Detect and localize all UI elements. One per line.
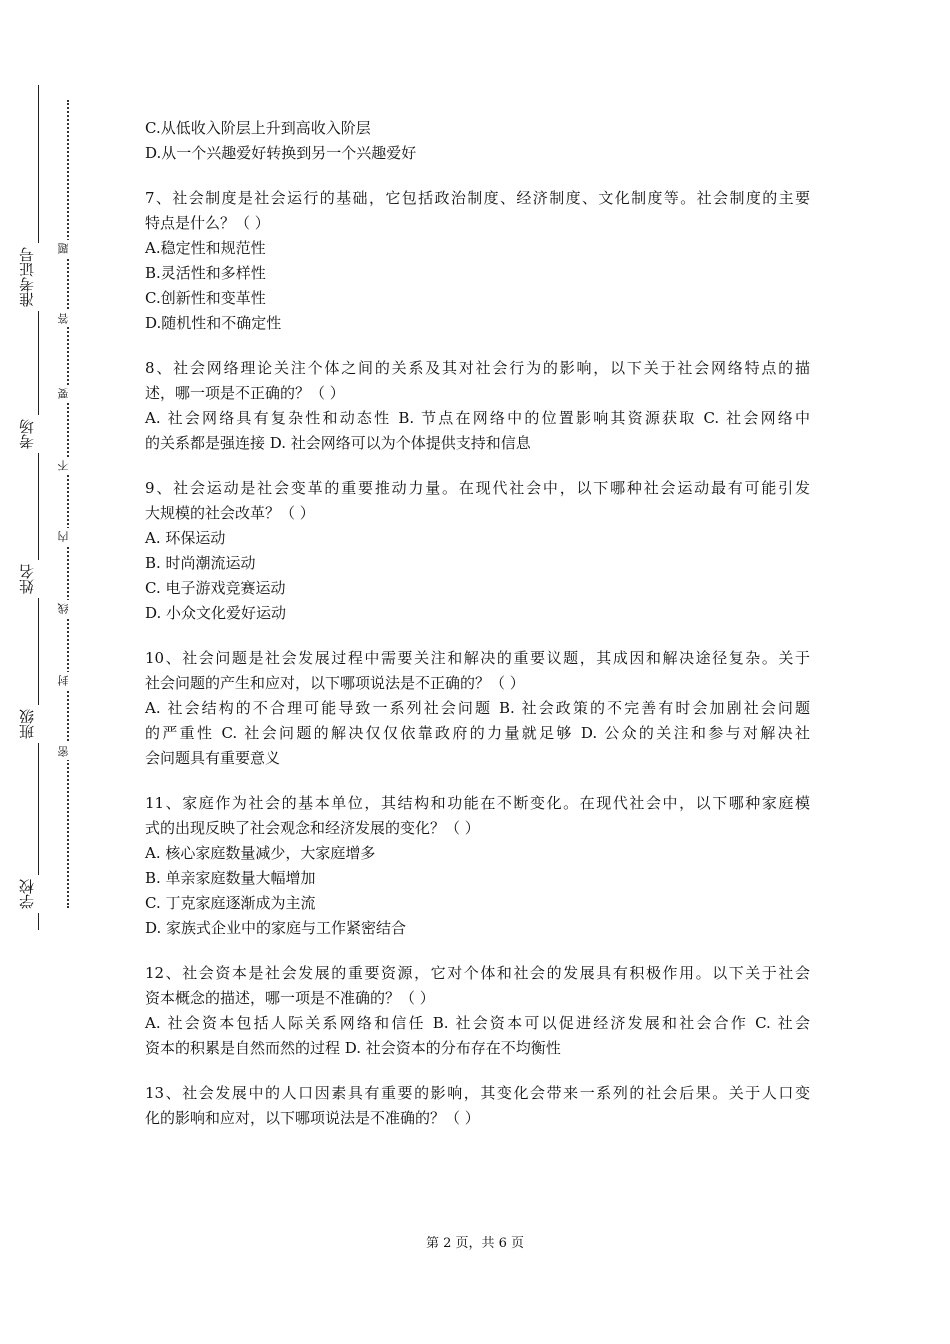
question-12 (145, 961, 810, 1061)
option: B. 单亲家庭数量大幅增加 (145, 869, 316, 887)
options-inline: A. 社会资本包括人际关系网络和信任 B. 社会资本可以促进经济发展和社会合作 C. 社会 (145, 1014, 810, 1032)
option: A.稳定性和规范性 (145, 239, 266, 257)
seal-char: 内 (58, 528, 78, 545)
seal-char: 线 (58, 600, 78, 617)
question-stem: 特点是什么？（ ） (145, 214, 270, 232)
options-inline: 会问题具有重要意义 (145, 749, 281, 767)
options-inline: A. 社会网络具有复杂性和动态性 B. 节点在网络中的位置影响其资源获取 C. 社会网络中 (145, 409, 810, 427)
seal-line-characters (58, 100, 78, 908)
question-7 (145, 186, 810, 336)
option: A. 环保运动 (145, 529, 226, 547)
seal-char: 答 (58, 310, 78, 327)
question-stem: 12、社会资本是社会发展的重要资源，它对个体和社会的发展具有积极作用。以下关于社会 (145, 964, 810, 982)
options-inline: 的严重性 C. 社会问题的解决仅仅依靠政府的力量就足够 D. 公众的关注和参与对解决社 (145, 724, 810, 742)
binding-field-labels (20, 85, 56, 930)
name-label: 姓名 (20, 560, 56, 598)
option: D. 小众文化爱好运动 (145, 604, 287, 622)
question-13 (145, 1081, 810, 1131)
question-stem: 13、社会发展中的人口因素具有重要的影响，其变化会带来一系列的社会后果。关于人口变 (145, 1084, 810, 1102)
exam-room-label: 考场 (20, 415, 56, 453)
option: C.创新性和变革性 (145, 289, 266, 307)
question-10 (145, 646, 810, 771)
option: D. 家族式企业中的家庭与工作紧密结合 (145, 919, 407, 937)
question-stem: 资本概念的描述，哪一项是不准确的？（ ） (145, 989, 435, 1007)
question-stem: 7、社会制度是社会运行的基础，它包括政治制度、经济制度、文化制度等。社会制度的主要 (145, 189, 810, 207)
option: D.从一个兴趣爱好转换到另一个兴趣爱好 (145, 144, 417, 162)
option: B. 时尚潮流运动 (145, 554, 256, 572)
page-number-footer: 第 2 页，共 6 页 (425, 1236, 525, 1251)
school-label: 学校 (20, 875, 56, 913)
question-9 (145, 476, 810, 626)
question-11 (145, 791, 810, 941)
seal-char: 题 (58, 240, 78, 257)
question-stem: 式的出现反映了社会观念和经济发展的变化？（ ） (145, 819, 480, 837)
question-stem: 化的影响和应对，以下哪项说法是不准确的？（ ） (145, 1109, 480, 1127)
seal-char: 密 (58, 743, 78, 760)
previous-question-options (145, 116, 810, 166)
class-label: 班级 (20, 705, 56, 743)
question-stem: 社会问题的产生和应对，以下哪项说法是不正确的？（ ） (145, 674, 525, 692)
question-stem: 10、社会问题是社会发展过程中需要关注和解决的重要议题，其成因和解决途径复杂。关于 (145, 649, 810, 667)
options-inline: A. 社会结构的不合理可能导致一系列社会问题 B. 社会政策的不完善有时会加剧社会问题 (145, 699, 810, 717)
option: C. 丁克家庭逐渐成为主流 (145, 894, 316, 912)
option: B.灵活性和多样性 (145, 264, 266, 282)
options-inline: 的关系都是强连接 D. 社会网络可以为个体提供支持和信息 (145, 434, 531, 452)
options-inline: 资本的积累是自然而然的过程 D. 社会资本的分布存在不均衡性 (145, 1039, 561, 1057)
seal-char: 要 (58, 385, 78, 402)
exam-content (145, 116, 810, 1131)
option: C. 电子游戏竞赛运动 (145, 579, 286, 597)
question-stem: 述，哪一项是不正确的？（ ） (145, 384, 345, 402)
option: C.从低收入阶层上升到高收入阶层 (145, 119, 371, 137)
option: A. 核心家庭数量减少，大家庭增多 (145, 844, 376, 862)
exam-id-label: 准考证号 (20, 243, 56, 311)
option: D.随机性和不确定性 (145, 314, 282, 332)
seal-char: 不 (58, 457, 78, 474)
question-stem: 大规模的社会改革？（ ） (145, 504, 315, 522)
question-8 (145, 356, 810, 456)
question-stem: 9、社会运动是社会变革的重要推动力量。在现代社会中，以下哪种社会运动最有可能引发 (145, 479, 810, 497)
seal-char: 封 (58, 672, 78, 689)
question-stem: 11、家庭作为社会的基本单位，其结构和功能在不断变化。在现代社会中，以下哪种家庭模 (145, 794, 810, 812)
question-stem: 8、社会网络理论关注个体之间的关系及其对社会行为的影响，以下关于社会网络特点的描 (145, 359, 810, 377)
